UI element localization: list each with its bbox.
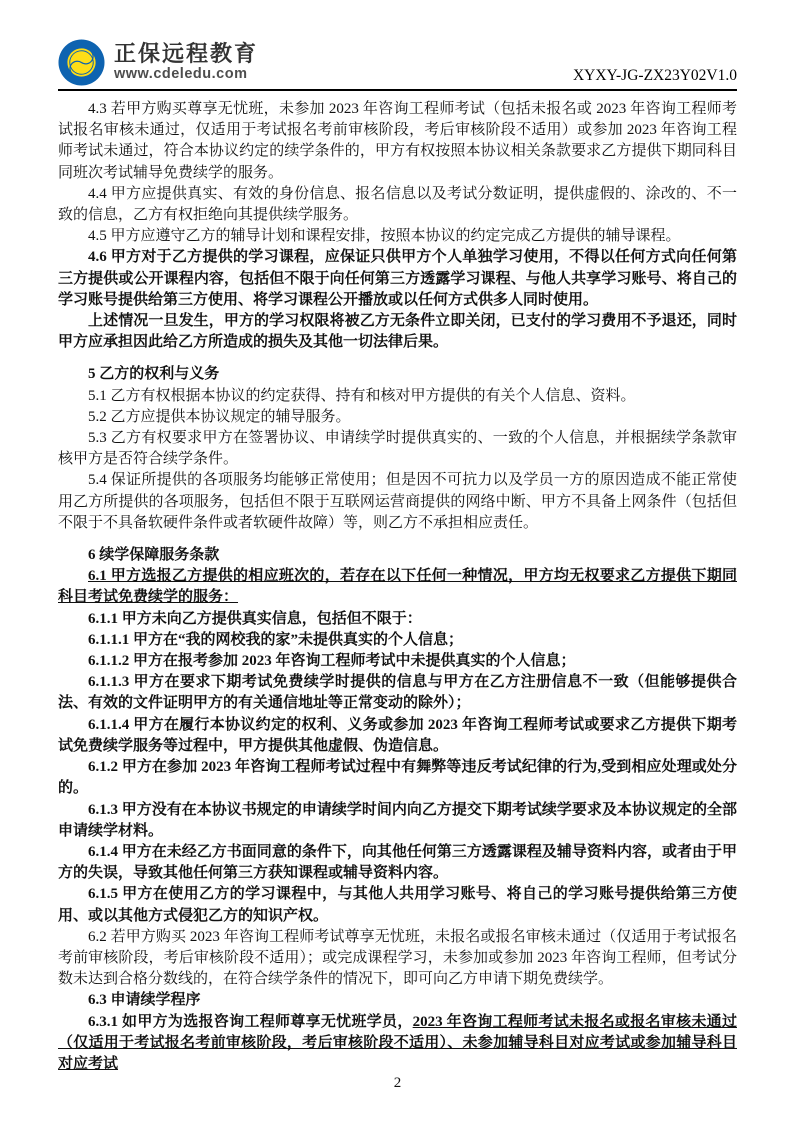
para-4-4: 4.4 甲方应提供真实、有效的身份信息、报名信息以及考试分数证明，提供虚假的、涂改的、不一致的信息，乙方有权拒绝向其提供续学服务。 xyxy=(58,185,737,224)
para-6-1: 6.1 甲方选报乙方提供的相应班次的，若存在以下任何一种情况，甲方均无权要求乙方提供下期同科目考试免费续学的服务： xyxy=(58,568,737,606)
header xyxy=(58,39,737,86)
para-6-1-4: 6.1.4 甲方在未经乙方书面同意的条件下，向其他任何第三方透露课程及辅导资料内容，或者由于甲方的失误，导致其他任何第三方获知课程或辅导资料内容。 xyxy=(58,843,737,882)
clause: 6.3.1 如甲方为选报咨询工程师尊享无忧班学员， xyxy=(88,1013,413,1030)
para-6-3-1 xyxy=(58,1012,737,1076)
para-4-6: 4.6 甲方对于乙方提供的学习课程，应保证只供甲方个人单独学习使用，不得以任何方式向任何第三方提供或公开课程内容，包括但不限于向任何第三方透露学习课程、与他人共享学习账号、将自己的学习账号提供给第三方使用、将学习课程公开播放或以任何方式供多人同时使用。 xyxy=(58,249,737,308)
para-5-4: 5.4 保证所提供的各项服务均能够正常使用；但是因不可抗力以及学员一方的原因造成不能正常使用乙方所提供的各项服务，包括但不限于互联网运营商提供的网络中断、甲方不具备上网条件（包括但不限于不具备软硬件条件或者软硬件故障）等，则乙方不承担相应责任。 xyxy=(58,472,737,531)
para-6-1-1: 6.1.1 甲方未向乙方提供真实信息，包括但不限于： xyxy=(88,610,422,627)
document-body xyxy=(58,91,737,1075)
page-number: 2 xyxy=(393,1075,402,1092)
heading-section-5: 5 乙方的权利与义务 xyxy=(88,366,220,383)
para-4-6-consequence: 上述情况一旦发生，甲方的学习权限将被乙方无条件立即关闭，已支付的学习费用不予退还，同时甲方应承担因此给乙方所造成的损失及其他一切法律后果。 xyxy=(58,313,737,351)
brand-url: www.cdeledu.com xyxy=(114,66,248,82)
para-6-1-5: 6.1.5 甲方在使用乙方的学习课程中，与其他人共用学习账号、将自己的学习账号提供给第三方使用、或以其他方式侵犯乙方的知识产权。 xyxy=(58,886,737,924)
brand-block xyxy=(58,39,258,86)
para-6-2: 6.2 若甲方购买 2023 年咨询工程师考试尊享无忧班，未报名或报名审核未通过（仅适用于考试报名考前审核阶段，考后审核阶段不适用）；或完成课程学习，未参加或参加 2023 年咨询工程师，但考试分数未达到合格分数线的，在符合续学条件的情况下，即可向乙方申请下期免费续学。 xyxy=(58,928,737,988)
para-6-1-1-4: 6.1.1.4 甲方在履行本协议约定的权利、义务或参加 2023 年咨询工程师考试或要求乙方提供下期考试免费续学服务等过程中，甲方提供其他虚假、伪造信息。 xyxy=(58,716,737,754)
para-5-3: 5.3 乙方有权要求甲方在签署协议、申请续学时提供真实的、一致的个人信息，并根据续学条款审核甲方是否符合续学条件。 xyxy=(58,430,737,468)
para-5-1: 5.1 乙方有权根据本协议的约定获得、持有和核对甲方提供的有关个人信息、资料。 xyxy=(88,387,636,404)
para-6-1-1-1: 6.1.1.1 甲方在“我的网校我的家”未提供真实的个人信息； xyxy=(88,631,464,648)
heading-section-6: 6 续学保障服务条款 xyxy=(88,547,220,564)
brand-name: 正保远程教育 xyxy=(114,41,259,66)
brand-text xyxy=(114,42,258,83)
para-6-1-3: 6.1.3 甲方没有在本协议书规定的申请续学时间内向乙方提交下期考试续学要求及本协议规定的全部申请续学材料。 xyxy=(58,801,737,839)
para-4-5: 4.5 甲方应遵守乙方的辅导计划和课程安排，按照本协议的约定完成乙方提供的辅导课程。 xyxy=(88,228,681,245)
para-6-1-2: 6.1.2 甲方在参加 2023 年咨询工程师考试过程中有舞弊等违反考试纪律的行为,受到相应处理或处分的。 xyxy=(58,759,737,797)
heading-6-3: 6.3 申请续学程序 xyxy=(88,992,201,1009)
cdel-logo-icon xyxy=(58,39,105,86)
para-5-2: 5.2 乙方应提供本协议规定的辅导服务。 xyxy=(88,408,351,425)
para-4-3: 4.3 若甲方购买尊享无忧班，未参加 2023 年咨询工程师考试（包括未报名或 2023 年咨询工程师考试报名审核未通过，仅适用于考试报名考前审核阶段，考后审核阶段不适用）或参加 2023 年咨询工程师考试未通过，符合本协议约定的续学条件的，甲方有权按照本协议相关条款要求乙方提供下期同科目同班次考试辅导免费续学的服务。 xyxy=(58,101,737,181)
para-6-1-1-3: 6.1.1.3 甲方在要求下期考试免费续学时提供的信息与甲方在乙方注册信息不一致（但能够提供合法、有效的文件证明甲方的有关通信地址等正常变动的除外）； xyxy=(58,674,737,712)
document-code: XYXY-JG-ZX23Y02V1.0 xyxy=(572,67,737,84)
underlined-clause: 2023 年咨询工程师考试未报名或报名审核未通过（仅适用于考试报名考前审核阶段，考后审核阶段不适用）、未参加辅导科目对应考试或参加辅导科目对应考试 xyxy=(58,1013,737,1072)
para-6-1-1-2: 6.1.1.2 甲方在报考参加 2023 年咨询工程师考试中未提供真实的个人信息； xyxy=(88,653,576,670)
page-footer xyxy=(58,1075,737,1122)
